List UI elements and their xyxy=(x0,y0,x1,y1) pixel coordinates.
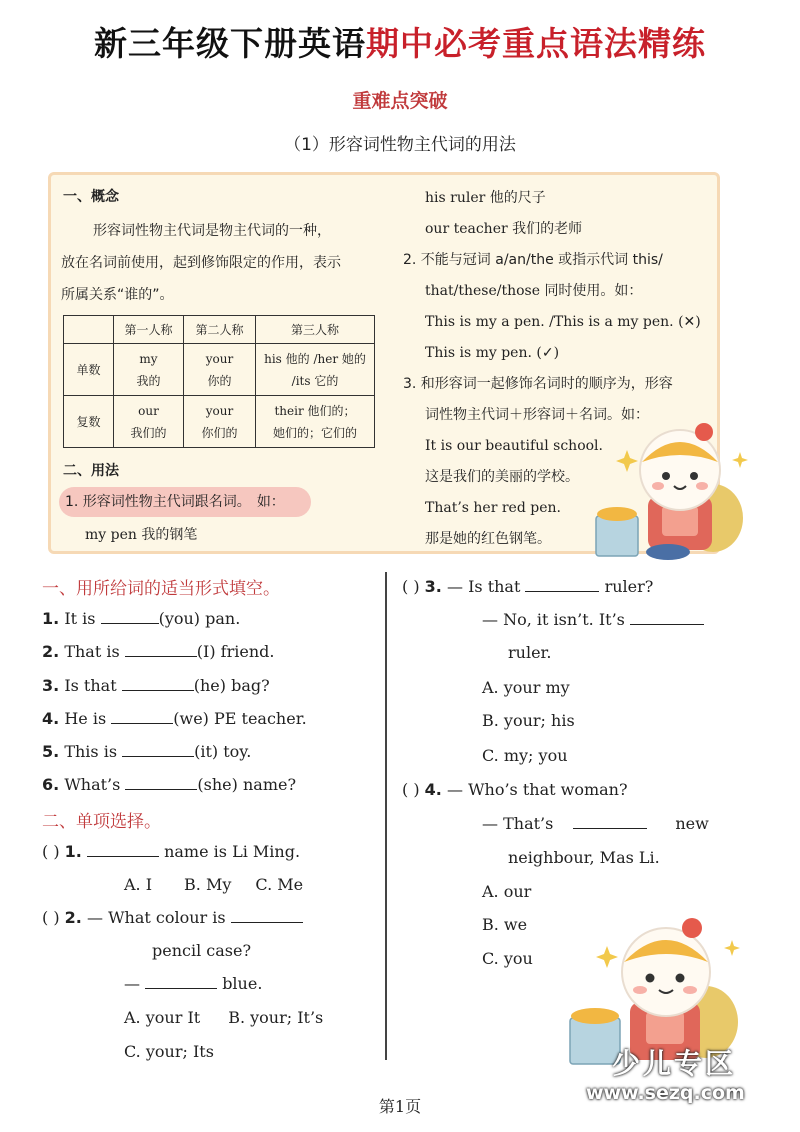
question-text-line2: pencil case? xyxy=(152,941,252,960)
question-number: 5. xyxy=(42,742,60,761)
question-text: — No, it isn’t. It’s xyxy=(482,610,625,629)
question-number: 1. xyxy=(42,609,60,628)
choice-options xyxy=(124,874,303,896)
answer-paren[interactable]: ( ) xyxy=(42,842,60,861)
cell-en: their 他们的； xyxy=(274,403,356,418)
cell-en: our xyxy=(138,403,159,418)
cell-cn: 她们的；它们的 xyxy=(272,425,357,440)
cell-cn: 你们的 xyxy=(201,425,238,440)
option-c[interactable]: C. Me xyxy=(255,875,304,894)
question-hint: (he) bag? xyxy=(193,676,270,695)
section-heading: （1）形容词性物主代词的用法 xyxy=(284,135,516,155)
table-corner xyxy=(64,316,114,344)
table-row xyxy=(64,396,375,448)
option-a[interactable]: A. your It xyxy=(124,1008,201,1027)
answer-blank xyxy=(231,907,303,923)
cell-en: my xyxy=(139,351,158,366)
usage-example3: our teacher 我们的老师 xyxy=(425,221,583,237)
answer-blank[interactable] xyxy=(122,675,194,691)
question-hint: (we) PE teacher. xyxy=(173,709,307,728)
exercise1-heading: 一、用所给词的适当形式填空。 xyxy=(42,579,280,599)
question-number: 6. xyxy=(42,775,60,794)
answer-blank xyxy=(145,973,217,989)
table-header-third: 第三人称 xyxy=(256,316,375,344)
answer-blank[interactable] xyxy=(122,741,194,757)
fill-question xyxy=(42,675,270,697)
usage-rule2-line2: that/these/those 同时使用。如： xyxy=(425,283,643,299)
question-number: 3. xyxy=(42,676,60,695)
option-b[interactable]: B. your; It’s xyxy=(228,1008,324,1027)
question-text: — That’s xyxy=(482,814,554,833)
page-title xyxy=(0,18,800,65)
table-cell xyxy=(114,344,184,396)
question-text: name is Li Ming. xyxy=(164,842,301,861)
question-text-line3: ruler. xyxy=(508,643,552,662)
question-hint: (she) name? xyxy=(197,775,297,794)
cell-en: your xyxy=(205,403,234,418)
table-cell xyxy=(184,344,256,396)
usage-example7: 这是我们的美丽的学校。 xyxy=(425,469,579,485)
concept-line2: 放在名词前使用，起到修饰限定的作用，表示 xyxy=(61,255,341,271)
option-b[interactable]: B. your; his xyxy=(482,711,575,730)
table-cell xyxy=(256,344,375,396)
cell-cn: 我的 xyxy=(136,373,161,388)
option-a[interactable]: A. our xyxy=(482,882,532,901)
watermark-url: www.sezq.com xyxy=(586,1082,745,1104)
fill-question xyxy=(42,608,240,630)
question-text-line2 xyxy=(482,609,704,631)
usage-rule1 xyxy=(65,492,285,512)
answer-blank xyxy=(87,841,159,857)
concept-line3: 所属关系“谁的”。 xyxy=(61,287,174,303)
question-text-line2 xyxy=(482,813,709,835)
rule1-text: 1. 形容词性物主代词跟名词。 xyxy=(65,494,251,510)
row-label: 复数 xyxy=(64,396,114,448)
option-c[interactable]: C. my; you xyxy=(482,746,568,765)
question-text: — Is that xyxy=(446,577,521,596)
answer-blank[interactable] xyxy=(101,608,159,624)
rule1-suffix: 如： xyxy=(256,494,285,510)
answer-paren[interactable]: ( ) xyxy=(42,908,60,927)
question-text: What’s xyxy=(64,775,121,794)
row-label: 单数 xyxy=(64,344,114,396)
question-number: 2. xyxy=(64,908,82,927)
usage-example6: It is our beautiful school. xyxy=(425,438,603,454)
question-text: He is xyxy=(64,709,107,728)
concept-heading: 一、概念 xyxy=(63,189,119,205)
mascot-illustration xyxy=(588,418,760,564)
question-text: blue. xyxy=(222,974,263,993)
question-text: new xyxy=(675,814,709,833)
cell-cn: 你的 xyxy=(207,373,232,388)
subtitle: 重难点突破 xyxy=(352,90,448,112)
question-number: 4. xyxy=(424,780,442,799)
usage-example8: That’s her red pen. xyxy=(425,500,561,516)
question-number: 3. xyxy=(424,577,442,596)
question-hint: (I) friend. xyxy=(196,642,275,661)
question-number: 1. xyxy=(64,842,82,861)
question-text: — Who’s that woman? xyxy=(446,780,628,799)
table-cell xyxy=(256,396,375,448)
answer-blank xyxy=(573,813,647,829)
usage-rule2-line1: 2. 不能与冠词 a/an/the 或指示代词 this/ xyxy=(403,252,663,268)
fill-question xyxy=(42,641,274,663)
option-a[interactable]: A. I xyxy=(124,875,153,894)
usage-example4: This is my a pen. /This is a my pen. (✕) xyxy=(425,314,701,330)
choice-question xyxy=(402,779,628,801)
usage-example1: my pen 我的钢笔 xyxy=(85,527,198,543)
cell-en: your xyxy=(205,351,234,366)
question-text: Is that xyxy=(64,676,117,695)
usage-heading: 二、用法 xyxy=(63,463,119,479)
option-a[interactable]: A. your my xyxy=(482,678,570,697)
title-part2: 期中必考重点语法精练 xyxy=(366,24,706,63)
usage-rule3-line2: 词性物主代词＋形容词＋名词。如： xyxy=(425,407,649,423)
answer-blank xyxy=(525,576,599,592)
usage-rule3-line1: 3. 和形容词一起修饰名词时的顺序为，形容 xyxy=(403,376,673,392)
table-cell xyxy=(114,396,184,448)
watermark-logo: 少儿专区 xyxy=(612,1047,737,1080)
dash: — xyxy=(124,974,140,993)
option-b[interactable]: B. we xyxy=(482,915,528,934)
answer-blank[interactable] xyxy=(125,774,197,790)
pronoun-table xyxy=(63,315,375,448)
table-cell xyxy=(184,396,256,448)
answer-blank xyxy=(630,609,704,625)
fill-question xyxy=(42,708,307,730)
table-header-second: 第二人称 xyxy=(184,316,256,344)
question-text-line3: neighbour, Mas Li. xyxy=(508,848,660,867)
fill-question xyxy=(42,741,251,763)
page-number: 第1页 xyxy=(378,1097,422,1116)
question-hint: (you) pan. xyxy=(158,609,241,628)
cell-cn: /its 它的 xyxy=(291,373,339,388)
column-divider xyxy=(385,572,387,1060)
answer-paren[interactable]: ( ) xyxy=(402,780,420,799)
usage-example5: This is my pen. (✓) xyxy=(425,345,560,361)
concept-line1: 形容词性物主代词是物主代词的一种， xyxy=(93,223,331,239)
table-row xyxy=(64,344,375,396)
answer-paren[interactable]: ( ) xyxy=(402,577,420,596)
usage-example9: 那是她的红色钢笔。 xyxy=(425,531,551,547)
cell-cn: 我们的 xyxy=(130,425,167,440)
question-text: This is xyxy=(64,742,118,761)
question-text: ruler? xyxy=(604,577,654,596)
exercise2-heading: 二、单项选择。 xyxy=(42,812,161,832)
choice-question xyxy=(42,907,303,929)
question-number: 2. xyxy=(42,642,60,661)
title-part1: 新三年级下册英语 xyxy=(94,24,366,63)
cell-en: his 他的 /her 她的 xyxy=(264,351,366,366)
question-text-line3 xyxy=(124,973,262,995)
option-b[interactable]: B. My xyxy=(184,875,232,894)
question-text: That is xyxy=(64,642,120,661)
answer-blank[interactable] xyxy=(125,641,197,657)
fill-question xyxy=(42,774,296,796)
question-hint: (it) toy. xyxy=(194,742,252,761)
question-number: 4. xyxy=(42,709,60,728)
choice-question xyxy=(42,841,300,863)
question-text: It is xyxy=(64,609,96,628)
choice-options xyxy=(124,1007,323,1029)
table-header-first: 第一人称 xyxy=(114,316,184,344)
choice-question xyxy=(402,576,653,598)
usage-example2: his ruler 他的尺子 xyxy=(425,190,546,206)
answer-blank[interactable] xyxy=(111,708,173,724)
option-c[interactable]: C. you xyxy=(482,949,533,968)
option-c[interactable]: C. your; Its xyxy=(124,1042,214,1061)
question-text: — What colour is xyxy=(86,908,226,927)
